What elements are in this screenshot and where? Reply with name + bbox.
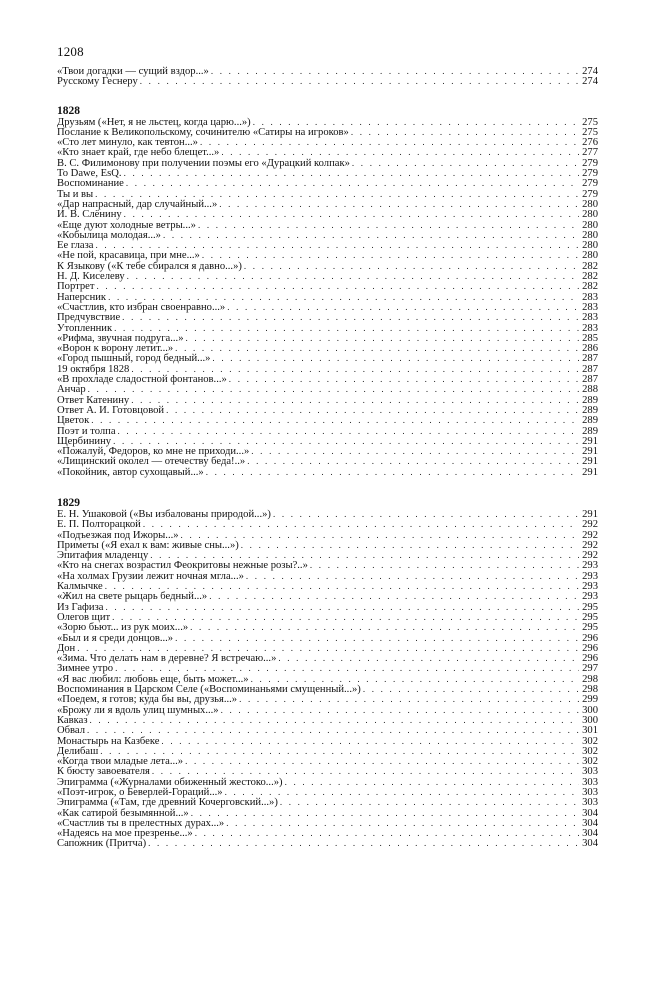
entry-title: И. В. Слёнину bbox=[57, 209, 122, 221]
toc-entry bbox=[57, 602, 598, 612]
entry-page-number: 283 bbox=[582, 301, 598, 313]
toc-entry bbox=[57, 271, 598, 281]
entry-title: Ты и вы bbox=[57, 188, 94, 200]
toc-entry bbox=[57, 178, 598, 188]
dot-leader bbox=[198, 220, 579, 230]
entry-title: «Твои догадки — сущий вздор...» bbox=[57, 66, 209, 77]
entry-title: Предчувствие bbox=[57, 312, 121, 324]
entry-title: Цветок bbox=[57, 415, 90, 427]
entry-title: Портрет bbox=[57, 281, 95, 293]
entry-page-number: 293 bbox=[582, 581, 598, 593]
entry-title: Воспоминания в Царском Селе («Воспоминаньями смущенный...») bbox=[57, 684, 361, 696]
entry-title: «Поэт-игрок, о Беверлей-Гораций...» bbox=[57, 787, 223, 798]
entry-page-number: 291 bbox=[582, 456, 598, 468]
entry-title: «Дар напрасный, дар случайный...» bbox=[57, 198, 218, 210]
dot-leader bbox=[100, 746, 579, 756]
entry-page-number: 280 bbox=[582, 209, 598, 221]
dot-leader bbox=[90, 715, 579, 725]
entry-title: К бюсту завоевателя bbox=[57, 766, 150, 778]
toc-entry bbox=[57, 66, 598, 76]
toc-entry bbox=[57, 405, 598, 415]
toc-entry bbox=[57, 838, 598, 848]
dot-leader bbox=[163, 230, 579, 240]
dot-leader bbox=[105, 602, 579, 612]
entry-title: «Рифма, звучная подруга...» bbox=[57, 332, 184, 344]
toc-entry bbox=[57, 653, 598, 663]
entry-page-number: 293 bbox=[582, 591, 598, 603]
entry-page-number: 295 bbox=[582, 611, 598, 623]
entry-page-number: 285 bbox=[582, 332, 598, 344]
dot-leader bbox=[200, 137, 579, 147]
dot-leader bbox=[363, 684, 579, 694]
entry-page-number: 300 bbox=[582, 704, 598, 716]
dot-leader bbox=[280, 797, 579, 807]
toc-entry bbox=[57, 787, 598, 797]
dot-leader bbox=[126, 178, 579, 188]
entry-page-number: 303 bbox=[582, 787, 598, 798]
entry-page-number: 304 bbox=[582, 828, 598, 840]
entry-title: «Подъезжая под Ижоры...» bbox=[57, 529, 179, 541]
toc-entry bbox=[57, 530, 598, 540]
entry-title: «Когда твои младые лета...» bbox=[57, 756, 184, 768]
entry-page-number: 280 bbox=[582, 229, 598, 241]
entry-page-number: 280 bbox=[582, 198, 598, 210]
dot-leader bbox=[244, 261, 579, 271]
dot-leader bbox=[91, 415, 579, 425]
entry-title: Приметы («Я ехал к вам: живые сны...») bbox=[57, 539, 239, 551]
toc-entry bbox=[57, 663, 598, 673]
toc-entry bbox=[57, 818, 598, 828]
entry-page-number: 274 bbox=[582, 76, 598, 88]
table-of-contents bbox=[57, 66, 598, 849]
entry-title: 19 октября 1828 bbox=[57, 363, 130, 375]
dot-leader bbox=[221, 705, 579, 715]
entry-page-number: 289 bbox=[582, 404, 598, 416]
dot-leader bbox=[175, 343, 579, 353]
entry-page-number: 303 bbox=[582, 776, 598, 788]
dot-leader bbox=[87, 725, 579, 735]
dot-leader bbox=[77, 643, 579, 653]
toc-entry bbox=[57, 158, 598, 168]
toc-entry bbox=[57, 250, 598, 260]
dot-leader bbox=[143, 519, 579, 529]
toc-entry bbox=[57, 302, 598, 312]
dot-leader bbox=[352, 158, 579, 168]
entry-title: «Счастлив ты в прелестных дурах...» bbox=[57, 817, 225, 829]
entry-title: Е. Н. Ушаковой («Вы избалованы природой...») bbox=[57, 508, 271, 520]
entry-title: «Еще дуют холодные ветры...» bbox=[57, 219, 196, 231]
dot-leader bbox=[113, 436, 579, 446]
entry-title: «Город пышный, город бедный...» bbox=[57, 353, 211, 365]
toc-entry bbox=[57, 622, 598, 632]
entry-page-number: 302 bbox=[582, 756, 598, 768]
toc-entry bbox=[57, 323, 598, 333]
entry-page-number: 283 bbox=[582, 312, 598, 324]
toc-entry bbox=[57, 519, 598, 529]
entry-page-number: 276 bbox=[582, 137, 598, 149]
toc-entry bbox=[57, 777, 598, 787]
entry-title: «Покойник, автор сухощавый...» bbox=[57, 466, 204, 478]
dot-leader bbox=[310, 560, 579, 570]
dot-leader bbox=[285, 777, 579, 787]
toc-entry bbox=[57, 674, 598, 684]
toc-entry bbox=[57, 364, 598, 374]
entry-page-number: 292 bbox=[582, 529, 598, 541]
entry-page-number: 286 bbox=[582, 343, 598, 355]
entry-title: «Не пой, красавица, при мне...» bbox=[57, 250, 200, 262]
toc-entry bbox=[57, 168, 598, 178]
dot-leader bbox=[206, 467, 579, 477]
entry-title: Воспоминание bbox=[57, 178, 124, 190]
entry-page-number: 289 bbox=[582, 425, 598, 437]
entry-title: «Лищинский околел — отечеству беда!..» bbox=[57, 456, 246, 468]
toc-entry bbox=[57, 446, 598, 456]
dot-leader bbox=[251, 674, 579, 684]
entry-title: «Кто знает край, где небо блещет...» bbox=[57, 147, 220, 159]
dot-leader bbox=[95, 189, 579, 199]
toc-entry bbox=[57, 591, 598, 601]
entry-page-number: 295 bbox=[582, 622, 598, 634]
entry-page-number: 275 bbox=[582, 116, 598, 128]
entry-page-number: 291 bbox=[582, 508, 598, 520]
entry-title: «Сто лет минуло, как тевтон...» bbox=[57, 137, 198, 149]
entry-page-number: 298 bbox=[582, 673, 598, 685]
entry-title: Утопленник bbox=[57, 322, 113, 334]
entry-title: Ответ А. И. Готовцовой bbox=[57, 404, 165, 416]
entry-page-number: 292 bbox=[582, 539, 598, 551]
entry-title: Анчар bbox=[57, 384, 86, 396]
entry-page-number: 282 bbox=[582, 281, 598, 293]
entry-page-number: 289 bbox=[582, 394, 598, 406]
entry-title: «На холмах Грузии лежит ночная мгла...» bbox=[57, 570, 244, 582]
toc-entry bbox=[57, 612, 598, 622]
entry-title: Обвал bbox=[57, 725, 85, 737]
entry-title: Послание к Великопольскому, сочинителю «Сатиры на игроков» bbox=[57, 126, 349, 138]
dot-leader bbox=[351, 127, 579, 137]
entry-page-number: 297 bbox=[582, 663, 598, 675]
dot-leader bbox=[202, 250, 579, 260]
entry-title: Калмычке bbox=[57, 581, 103, 593]
dot-leader bbox=[124, 168, 579, 178]
toc-entry bbox=[57, 230, 598, 240]
entry-page-number: 296 bbox=[582, 632, 598, 644]
entry-title: «Счастлив, кто избран своенравно...» bbox=[57, 301, 226, 313]
dot-leader bbox=[253, 117, 579, 127]
year-heading: 1829 bbox=[57, 496, 80, 509]
dot-leader bbox=[239, 694, 579, 704]
toc-entry bbox=[57, 415, 598, 425]
entry-page-number: 303 bbox=[582, 766, 598, 778]
dot-leader bbox=[122, 312, 579, 322]
toc-entry bbox=[57, 550, 598, 560]
toc-entry bbox=[57, 426, 598, 436]
toc-entry bbox=[57, 808, 598, 818]
entry-page-number: 293 bbox=[582, 560, 598, 572]
dot-leader bbox=[161, 736, 579, 746]
dot-leader bbox=[226, 818, 579, 828]
toc-entry bbox=[57, 684, 598, 694]
entry-title: «Ворон к ворону летит...» bbox=[57, 343, 174, 355]
entry-page-number: 279 bbox=[582, 157, 598, 169]
entry-title: Ее глаза bbox=[57, 240, 94, 252]
entry-page-number: 299 bbox=[582, 694, 598, 706]
entry-page-number: 302 bbox=[582, 735, 598, 747]
entry-page-number: 287 bbox=[582, 363, 598, 375]
toc-entry bbox=[57, 715, 598, 725]
entry-title: В. С. Филимонову при получении поэмы его «Дурацкий колпак» bbox=[57, 157, 350, 169]
toc-entry bbox=[57, 571, 598, 581]
entry-title: Е. П. Полторацкой bbox=[57, 519, 141, 531]
entry-page-number: 289 bbox=[582, 415, 598, 427]
toc-entry bbox=[57, 147, 598, 157]
toc-entry bbox=[57, 312, 598, 322]
toc-entry bbox=[57, 220, 598, 230]
toc-entry bbox=[57, 509, 598, 519]
entry-page-number: 291 bbox=[582, 466, 598, 478]
entry-title: Кавказ bbox=[57, 714, 88, 726]
dot-leader bbox=[225, 787, 579, 797]
dot-leader bbox=[229, 374, 579, 384]
dot-leader bbox=[246, 571, 579, 581]
entry-title: Монастырь на Казбеке bbox=[57, 735, 160, 747]
entry-page-number: 288 bbox=[582, 384, 598, 396]
toc-entry bbox=[57, 633, 598, 643]
toc-entry bbox=[57, 581, 598, 591]
entry-title: «Зима. Что делать нам в деревне? Я встречаю...» bbox=[57, 653, 277, 665]
dot-leader bbox=[273, 509, 579, 519]
entry-page-number: 291 bbox=[582, 435, 598, 447]
entry-title: «Кто на снегах возрастил Феокритовы нежные розы?..» bbox=[57, 560, 308, 572]
dot-leader bbox=[247, 456, 579, 466]
toc-entry bbox=[57, 705, 598, 715]
dot-leader bbox=[112, 612, 579, 622]
toc-entry bbox=[57, 240, 598, 250]
entry-page-number: 295 bbox=[582, 601, 598, 613]
entry-page-number: 304 bbox=[582, 807, 598, 819]
dot-leader bbox=[181, 530, 579, 540]
entry-page-number: 279 bbox=[582, 188, 598, 200]
toc-entry bbox=[57, 199, 598, 209]
entry-page-number: 301 bbox=[582, 725, 598, 737]
dot-leader bbox=[211, 66, 579, 76]
entry-page-number: 282 bbox=[582, 260, 598, 272]
dot-leader bbox=[115, 663, 579, 673]
dot-leader bbox=[108, 292, 579, 302]
entry-title: «Надеясь на мое презренье...» bbox=[57, 828, 193, 840]
toc-entry bbox=[57, 756, 598, 766]
section-gap bbox=[57, 87, 598, 105]
toc-entry bbox=[57, 333, 598, 343]
entry-page-number: 298 bbox=[582, 684, 598, 696]
entry-page-number: 302 bbox=[582, 745, 598, 757]
entry-page-number: 282 bbox=[582, 271, 598, 283]
entry-title: «В прохладе сладостной фонтанов...» bbox=[57, 374, 227, 386]
entry-title: Зимнее утро bbox=[57, 663, 114, 675]
entry-page-number: 304 bbox=[582, 838, 598, 850]
toc-entry bbox=[57, 127, 598, 137]
entry-page-number: 287 bbox=[582, 374, 598, 386]
page-number: 1208 bbox=[57, 44, 84, 59]
toc-entry bbox=[57, 137, 598, 147]
entry-title: Н. Д. Киселеву bbox=[57, 271, 125, 283]
entry-page-number: 280 bbox=[582, 240, 598, 252]
dot-leader bbox=[209, 591, 579, 601]
toc-entry bbox=[57, 467, 598, 477]
entry-page-number: 274 bbox=[582, 66, 598, 77]
dot-leader bbox=[251, 446, 579, 456]
entry-page-number: 279 bbox=[582, 178, 598, 190]
dot-leader bbox=[150, 550, 579, 560]
toc-entry bbox=[57, 643, 598, 653]
entry-title: «Я вас любил: любовь еще, быть может...» bbox=[57, 673, 249, 685]
toc-entry bbox=[57, 343, 598, 353]
entry-title: Эпитафия младенцу bbox=[57, 550, 149, 562]
entry-title: «Жил на свете рыцарь бедный...» bbox=[57, 591, 208, 603]
toc-entry bbox=[57, 725, 598, 735]
entry-page-number: 292 bbox=[582, 550, 598, 562]
toc-entry bbox=[57, 736, 598, 746]
entry-page-number: 277 bbox=[582, 147, 598, 159]
entry-title: Из Гафиза bbox=[57, 601, 104, 613]
entry-title: «Как сатирой безымянной...» bbox=[57, 807, 189, 819]
dot-leader bbox=[191, 808, 579, 818]
toc-entry bbox=[57, 694, 598, 704]
dot-leader bbox=[127, 271, 579, 281]
toc-entry bbox=[57, 353, 598, 363]
entry-title: К Языкову («К тебе сбирался я давно...») bbox=[57, 260, 242, 272]
dot-leader bbox=[114, 323, 579, 333]
toc-entry bbox=[57, 384, 598, 394]
entry-page-number: 292 bbox=[582, 519, 598, 531]
toc-entry bbox=[57, 374, 598, 384]
dot-leader bbox=[185, 756, 579, 766]
toc-entry bbox=[57, 540, 598, 550]
entry-title: Эпиграмма («Журналами обиженный жестоко...») bbox=[57, 776, 283, 788]
entry-title: «Брожу ли я вдоль улиц шумных...» bbox=[57, 704, 219, 716]
entry-title: Поэт и толпа bbox=[57, 425, 116, 437]
entry-page-number: 296 bbox=[582, 642, 598, 654]
entry-page-number: 279 bbox=[582, 168, 598, 180]
entry-title: Сапожник (Притча) bbox=[57, 838, 147, 850]
dot-leader bbox=[140, 76, 579, 86]
entry-page-number: 296 bbox=[582, 653, 598, 665]
entry-page-number: 293 bbox=[582, 570, 598, 582]
dot-leader bbox=[148, 838, 579, 848]
entry-page-number: 287 bbox=[582, 353, 598, 365]
toc-entry bbox=[57, 76, 598, 86]
dot-leader bbox=[219, 199, 579, 209]
entry-title: Олегов щит bbox=[57, 611, 111, 623]
entry-title: Делибаш bbox=[57, 745, 99, 757]
entry-page-number: 280 bbox=[582, 219, 598, 231]
entry-title: Дон bbox=[57, 642, 76, 654]
toc-entry bbox=[57, 828, 598, 838]
entry-page-number: 300 bbox=[582, 714, 598, 726]
toc-entry bbox=[57, 456, 598, 466]
dot-leader bbox=[97, 281, 580, 291]
dot-leader bbox=[212, 353, 579, 363]
toc-entry bbox=[57, 117, 598, 127]
entry-title: «Пожалуй, Федоров, ко мне не приходи...» bbox=[57, 446, 250, 458]
dot-leader bbox=[241, 540, 579, 550]
toc-entry bbox=[57, 746, 598, 756]
entry-title: Щербинину bbox=[57, 435, 112, 447]
section-gap bbox=[57, 477, 598, 497]
toc-entry bbox=[57, 395, 598, 405]
dot-leader bbox=[227, 302, 579, 312]
entry-title: Ответ Катенину bbox=[57, 394, 130, 406]
entry-title: Русскому Геснеру bbox=[57, 76, 138, 88]
entry-page-number: 291 bbox=[582, 446, 598, 458]
dot-leader bbox=[166, 405, 579, 415]
dot-leader bbox=[96, 240, 579, 250]
dot-leader bbox=[221, 147, 579, 157]
entry-page-number: 275 bbox=[582, 126, 598, 138]
dot-leader bbox=[278, 653, 579, 663]
dot-leader bbox=[152, 766, 579, 776]
entry-page-number: 303 bbox=[582, 797, 598, 809]
entry-title: «Был и я среди донцов...» bbox=[57, 632, 174, 644]
toc-entry bbox=[57, 261, 598, 271]
dot-leader bbox=[118, 426, 579, 436]
toc-entry bbox=[57, 209, 598, 219]
dot-leader bbox=[190, 622, 579, 632]
entry-title: Друзьям («Нет, я не льстец, когда царю...») bbox=[57, 116, 251, 128]
entry-title: «Зорю бьют... из рук моих...» bbox=[57, 622, 189, 634]
toc-entry bbox=[57, 766, 598, 776]
entry-title: To Dawe, EsQ. bbox=[57, 168, 122, 180]
entry-title: Наперсник bbox=[57, 291, 107, 303]
toc-entry bbox=[57, 797, 598, 807]
entry-page-number: 283 bbox=[582, 291, 598, 303]
entry-page-number: 283 bbox=[582, 322, 598, 334]
dot-leader bbox=[195, 828, 579, 838]
toc-entry bbox=[57, 189, 598, 199]
year-heading: 1828 bbox=[57, 104, 80, 117]
toc-entry bbox=[57, 560, 598, 570]
dot-leader bbox=[105, 581, 579, 591]
toc-entry bbox=[57, 436, 598, 446]
entry-title: «Поедем, я готов; куда бы вы, друзья...» bbox=[57, 694, 238, 706]
dot-leader bbox=[124, 209, 579, 219]
entry-page-number: 280 bbox=[582, 250, 598, 262]
dot-leader bbox=[131, 364, 579, 374]
dot-leader bbox=[175, 633, 579, 643]
entry-title: Эпиграмма («Там, где древний Кочерговский...») bbox=[57, 797, 278, 809]
toc-entry bbox=[57, 292, 598, 302]
entry-page-number: 304 bbox=[582, 817, 598, 829]
dot-leader bbox=[88, 384, 579, 394]
entry-title: «Кобылица молодая...» bbox=[57, 229, 161, 241]
toc-entry bbox=[57, 281, 598, 291]
dot-leader bbox=[186, 333, 580, 343]
dot-leader bbox=[131, 395, 579, 405]
